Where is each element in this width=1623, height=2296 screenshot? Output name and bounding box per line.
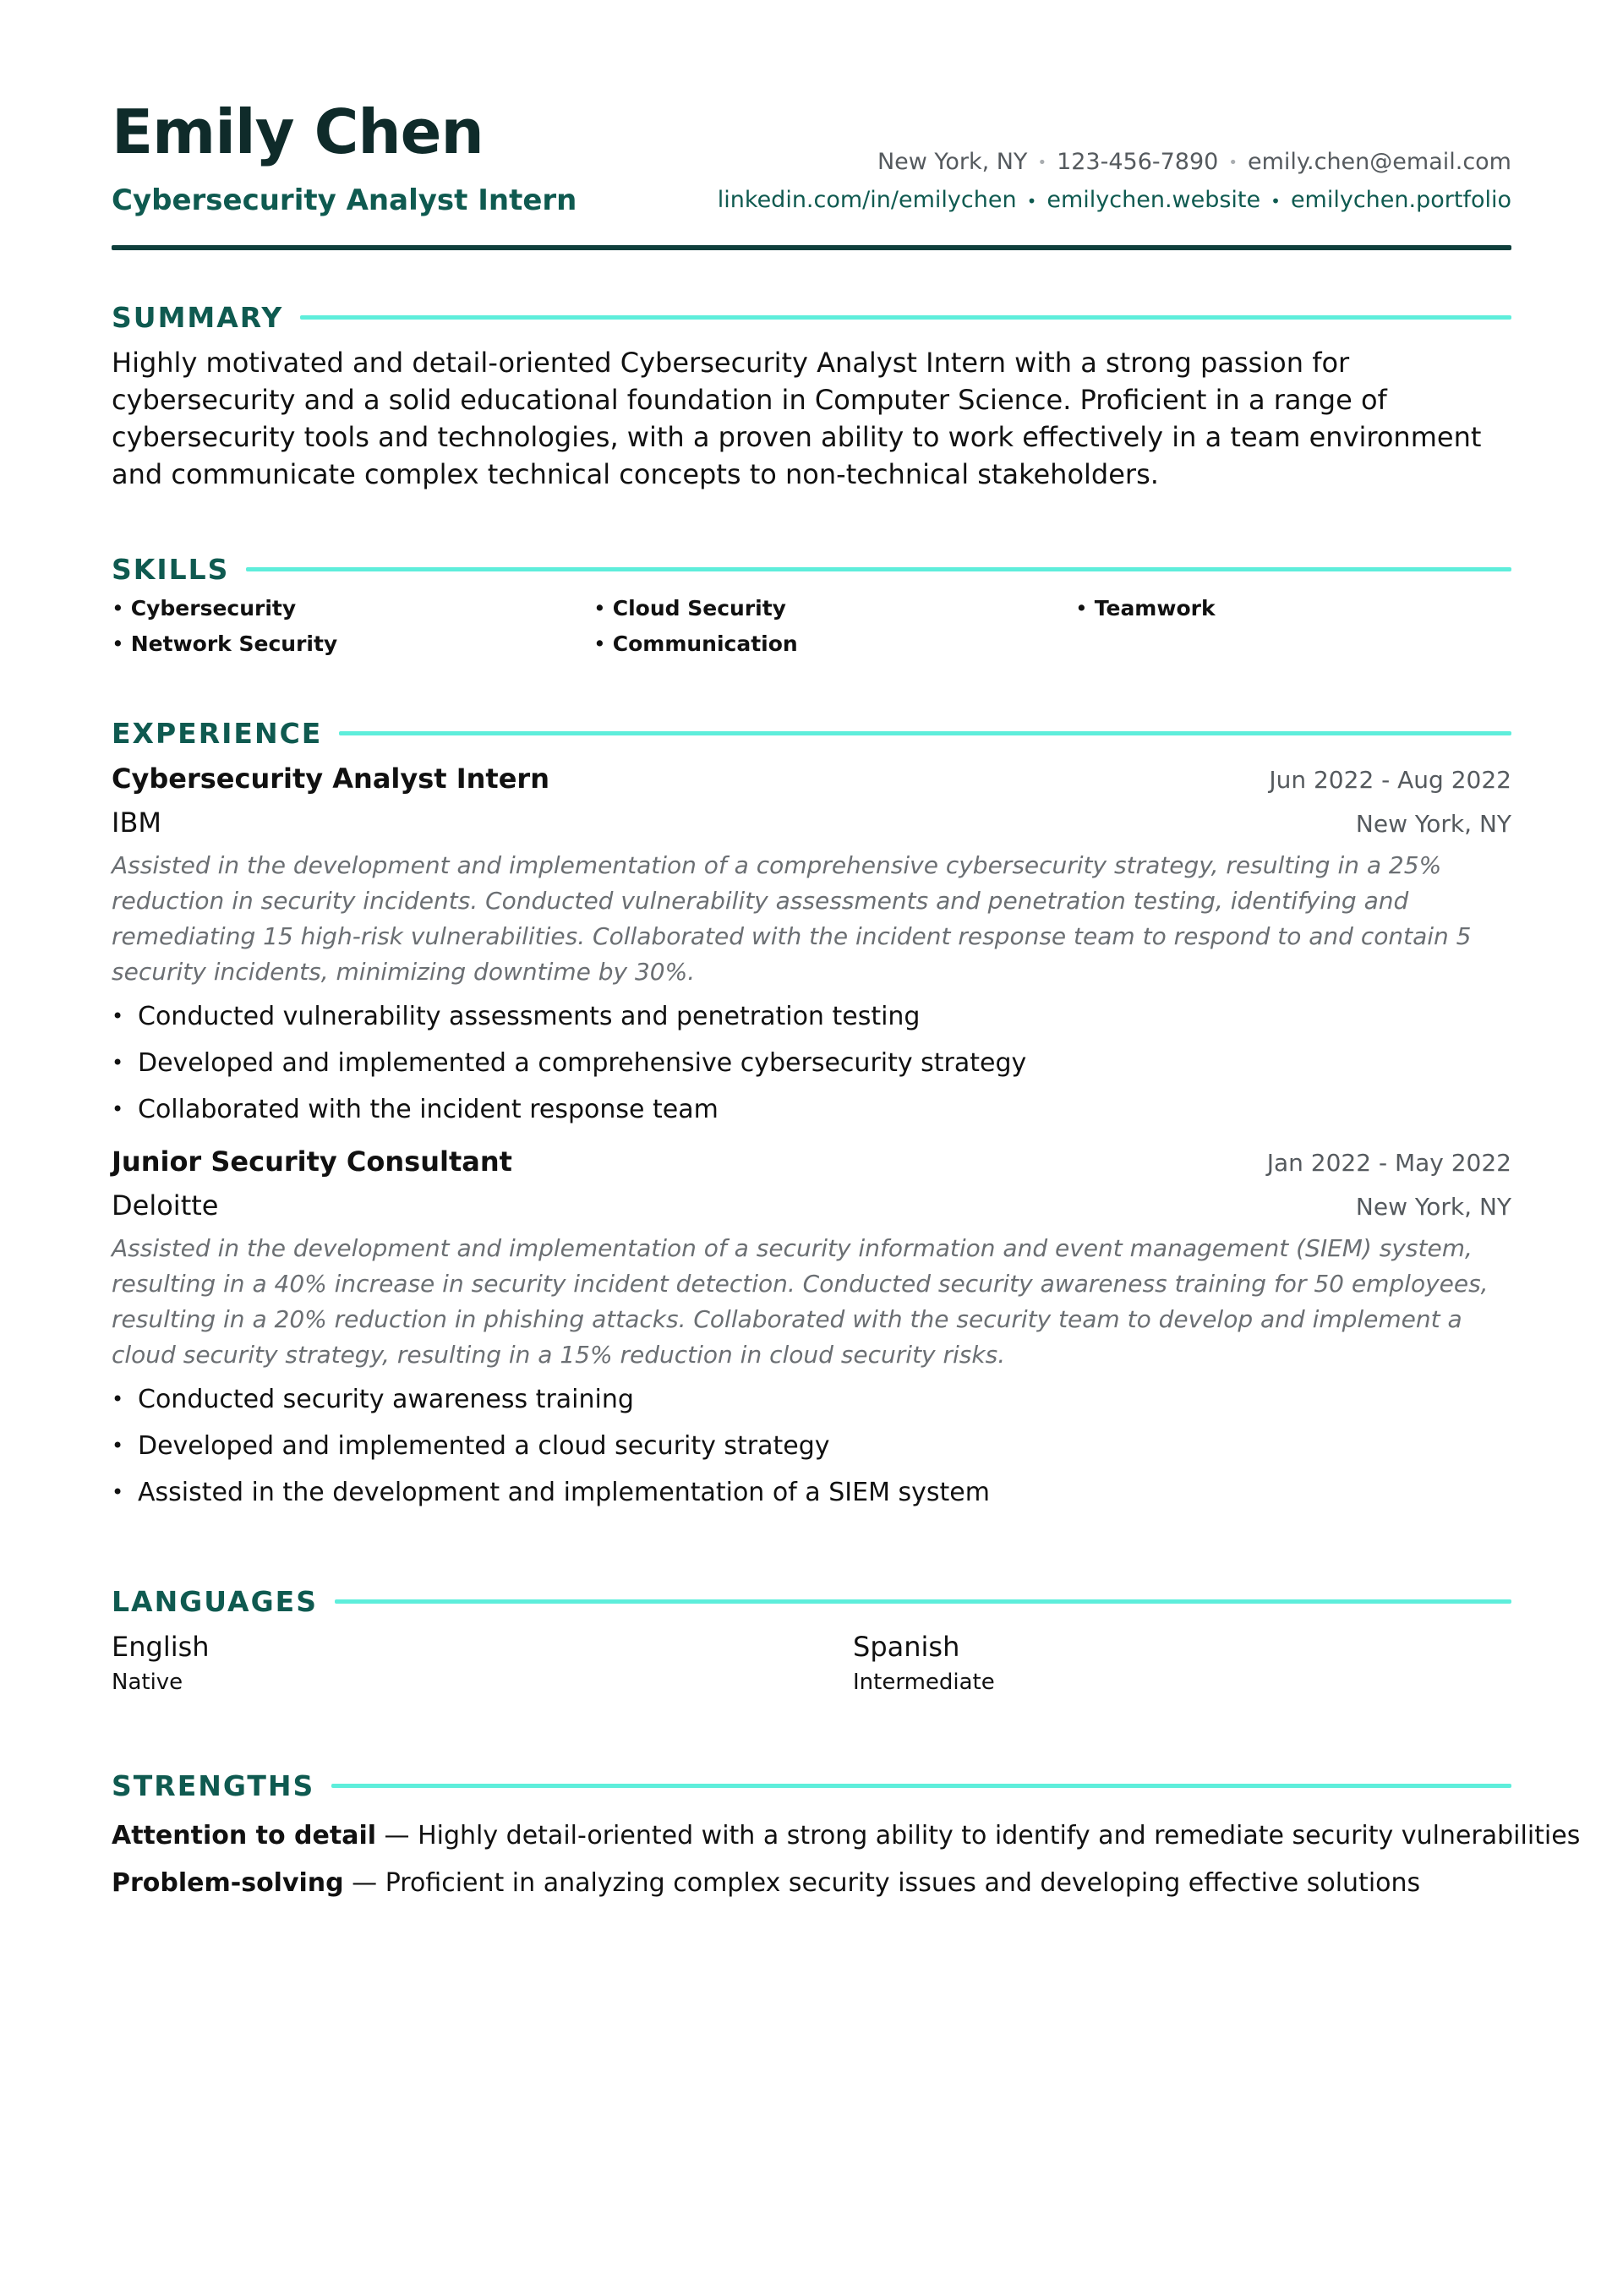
summary-section bbox=[112, 302, 1511, 493]
job-header bbox=[112, 1143, 1511, 1182]
section-header bbox=[112, 1586, 1511, 1616]
language-item bbox=[112, 1628, 853, 1699]
strength-item: Problem-solving — Proficient in analyzing complex security issues and developing effective solutions bbox=[112, 1868, 1421, 1898]
job-bullet: • Assisted in the development and implementation of a SIEM system bbox=[112, 1469, 1511, 1516]
contact-row-links bbox=[718, 189, 1511, 211]
contact-block bbox=[718, 150, 1511, 211]
job-description: Assisted in the development and implementation of a comprehensive cybersecurity strategy, resulting in a 25% reduction in security incidents. Conducted vulnerability assessments and penetration testing, identifying and remediating 15 high-risk vulnerabilities. Collaborated with the incident response team to respond to and contain 5 security incidents, minimizing downtime by 30%. bbox=[112, 851, 1472, 986]
language-item bbox=[853, 1628, 1511, 1699]
job-bullet: • Developed and implemented a cloud security strategy bbox=[112, 1423, 1511, 1469]
section-header bbox=[112, 554, 1511, 584]
job-role: Junior Security Consultant bbox=[112, 1145, 512, 1178]
section-divider bbox=[335, 1599, 1511, 1604]
job-bullets bbox=[112, 1376, 1511, 1516]
section-title-languages: LANGUAGES bbox=[112, 1584, 318, 1618]
separator-dot: • bbox=[1271, 190, 1281, 211]
separator-dot: • bbox=[1228, 153, 1238, 172]
section-title-skills: SKILLS bbox=[112, 552, 230, 586]
section-divider bbox=[246, 567, 1511, 571]
skill-item: • Teamwork bbox=[1075, 596, 1511, 621]
skill-item: • Communication bbox=[593, 631, 1075, 657]
website-link[interactable]: emilychen.website bbox=[1046, 187, 1261, 213]
job-company: Deloitte bbox=[112, 1189, 219, 1222]
job-company: IBM bbox=[112, 806, 161, 839]
languages-list bbox=[112, 1628, 1511, 1699]
job-bullet: • Collaborated with the incident response team bbox=[112, 1086, 1511, 1133]
header-divider bbox=[112, 245, 1511, 250]
job-location: New York, NY bbox=[1355, 1193, 1511, 1221]
phone-text: 123-456-7890 bbox=[1057, 149, 1219, 175]
strength-item: Attention to detail — Highly detail-oriented with a strong ability to identify and remediate security vulnerabilities bbox=[112, 1821, 1581, 1850]
candidate-title: Cybersecurity Analyst Intern bbox=[112, 183, 577, 217]
job-location: New York, NY bbox=[1355, 810, 1511, 838]
job-entry bbox=[112, 760, 1511, 1133]
job-header bbox=[112, 760, 1511, 799]
contact-row-primary bbox=[718, 150, 1511, 173]
job-bullets bbox=[112, 993, 1511, 1133]
language-level: Intermediate bbox=[853, 1670, 995, 1695]
strength-description: Proficient in analyzing complex security issues and developing effective solutions bbox=[385, 1868, 1421, 1898]
resume-header bbox=[112, 0, 1511, 254]
separator-dot: • bbox=[1037, 153, 1047, 172]
section-divider bbox=[339, 731, 1511, 735]
strengths-section bbox=[112, 1768, 1581, 1907]
section-title-strengths: STRENGTHS bbox=[112, 1768, 315, 1802]
skill-item: • Cloud Security bbox=[593, 596, 1075, 621]
job-subheader bbox=[112, 1187, 1511, 1226]
section-header bbox=[112, 302, 1511, 332]
job-bullet: • Conducted vulnerability assessments and penetration testing bbox=[112, 993, 1511, 1040]
section-title-experience: EXPERIENCE bbox=[112, 716, 323, 750]
job-subheader bbox=[112, 804, 1511, 843]
language-name: Spanish bbox=[853, 1631, 960, 1663]
location-text: New York, NY bbox=[877, 149, 1028, 175]
email-link[interactable]: emily.chen@email.com bbox=[1247, 149, 1511, 175]
experience-section bbox=[112, 718, 1511, 1516]
strength-description: Highly detail-oriented with a strong ability to identify and remediate security vulnerabilities bbox=[418, 1821, 1581, 1850]
language-level: Native bbox=[112, 1670, 183, 1695]
strength-name: Problem-solving bbox=[112, 1868, 344, 1898]
skills-list bbox=[112, 596, 1511, 657]
linkedin-link[interactable]: linkedin.com/in/emilychen bbox=[717, 187, 1017, 213]
job-role: Cybersecurity Analyst Intern bbox=[112, 763, 549, 795]
strength-name: Attention to detail bbox=[112, 1821, 377, 1850]
skill-item: • Network Security bbox=[112, 631, 593, 657]
languages-section bbox=[112, 1586, 1511, 1699]
job-bullet: • Conducted security awareness training bbox=[112, 1376, 1511, 1423]
section-divider bbox=[331, 1784, 1511, 1788]
separator-dot: • bbox=[1026, 190, 1037, 211]
candidate-name: Emily Chen bbox=[112, 96, 484, 167]
skills-section bbox=[112, 554, 1511, 657]
summary-text: Highly motivated and detail-oriented Cybersecurity Analyst Intern with a strong passion for cybersecurity and a solid educational foundation in Computer Science. Proficient in a range of cybersecurity tools and technologies, with a proven ability to work effectively in a team environment and communicate complex technical concepts to non-technical stakeholders. bbox=[112, 347, 1482, 490]
section-header bbox=[112, 1770, 1511, 1801]
skill-item: • Cybersecurity bbox=[112, 596, 593, 621]
portfolio-link[interactable]: emilychen.portfolio bbox=[1290, 187, 1511, 213]
section-header bbox=[112, 718, 1511, 748]
job-dates: Jun 2022 - Aug 2022 bbox=[1269, 766, 1511, 794]
job-description: Assisted in the development and implementation of a security information and event management (SIEM) system, resulting in a 40% increase in security incident detection. Conducted security awareness training for 50 employees, resulting in a 20% reduction in phishing attacks. Collaborated with the security team to develop and implement a cloud security strategy, resulting in a 15% reduction in cloud security risks. bbox=[112, 1234, 1489, 1369]
job-bullet: • Developed and implemented a comprehensive cybersecurity strategy bbox=[112, 1040, 1511, 1086]
section-divider bbox=[300, 315, 1511, 320]
job-dates: Jan 2022 - May 2022 bbox=[1266, 1149, 1511, 1177]
job-entry bbox=[112, 1143, 1511, 1516]
section-title-summary: SUMMARY bbox=[112, 300, 284, 334]
language-name: English bbox=[112, 1631, 210, 1663]
